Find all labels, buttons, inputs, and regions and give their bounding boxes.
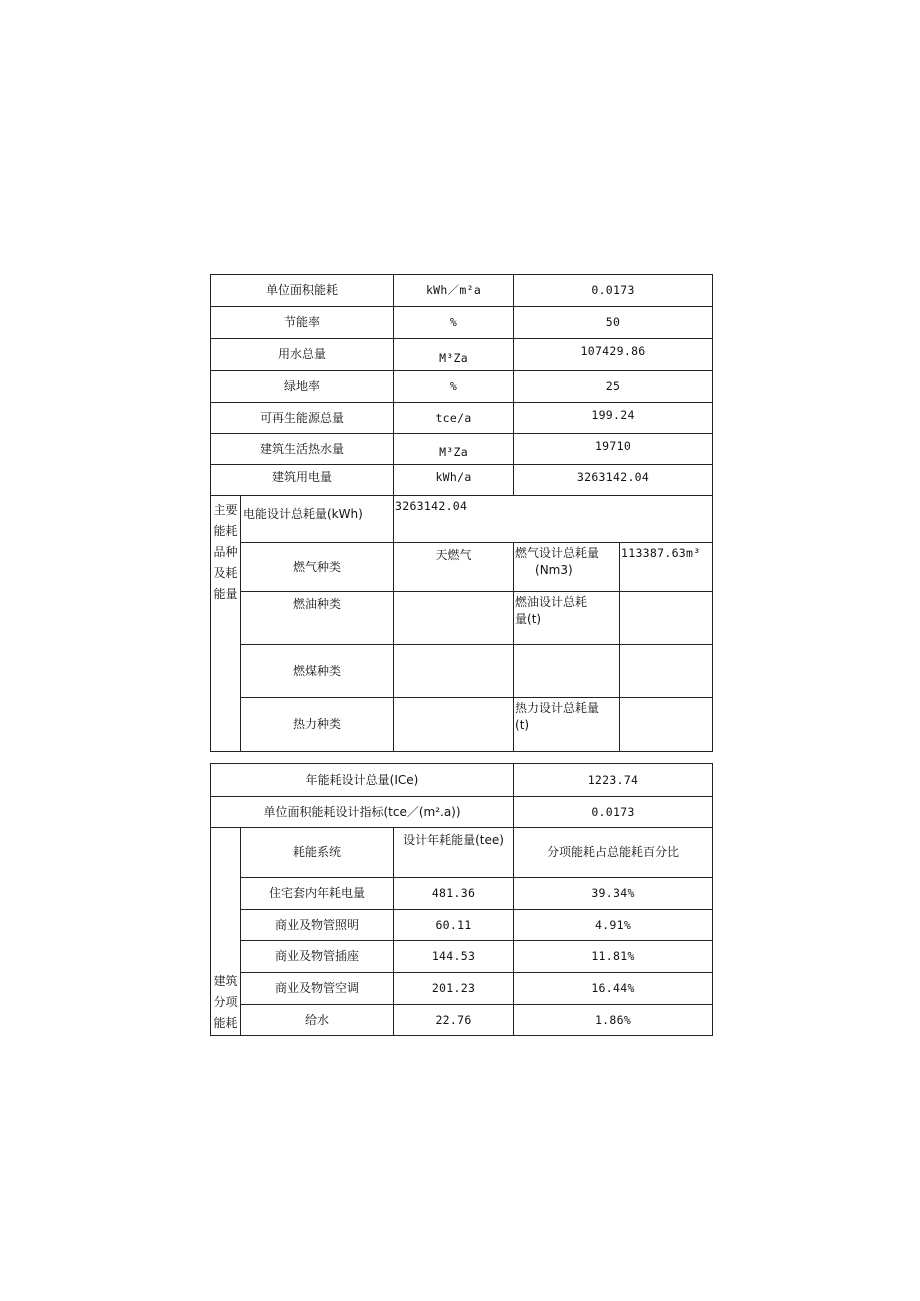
table-row: [211, 496, 713, 543]
energy-breakdown-table: [210, 763, 713, 1036]
table-row: [211, 645, 713, 698]
heat-type-value: [394, 698, 514, 752]
table-row: [211, 910, 713, 941]
side-label-line: 及耗: [213, 566, 238, 580]
table-row: [211, 592, 713, 645]
heat-total-label-line: 热力设计总耗量: [515, 701, 600, 715]
table-row: [211, 543, 713, 592]
oil-total-label-line: 燃油设计总耗: [515, 595, 588, 609]
gas-total-label-line: 燃气设计总耗量: [515, 546, 600, 560]
gas-total-value: 113387.63m³: [620, 543, 713, 592]
system-percent: 16.44%: [514, 973, 713, 1005]
system-percent: 39.34%: [514, 878, 713, 910]
row-unit: kWh/a: [394, 465, 514, 496]
table-header-row: [211, 828, 713, 878]
side-label-line: 能耗: [213, 1016, 238, 1030]
heat-total-label-line: (t): [515, 718, 530, 732]
oil-total-value: [620, 592, 713, 645]
system-name: 商业及物管插座: [241, 941, 394, 973]
table-row: [211, 275, 713, 307]
row-value: 107429.86: [514, 339, 713, 371]
row-label: 建筑生活热水量: [211, 434, 394, 465]
side-label-line: 建筑: [213, 974, 238, 988]
heat-total-label: [514, 698, 620, 752]
system-energy: 144.53: [394, 941, 514, 973]
heat-total-value: [620, 698, 713, 752]
table-row: [211, 764, 713, 797]
gas-type-label: 燃气种类: [241, 543, 394, 592]
table-row: [211, 307, 713, 339]
system-name: 商业及物管空调: [241, 973, 394, 1005]
gas-total-label: [514, 543, 620, 592]
coal-total-value: [620, 645, 713, 698]
system-energy: 201.23: [394, 973, 514, 1005]
side-label-line: 品种: [213, 545, 238, 559]
area-index-value: 0.0173: [514, 797, 713, 828]
coal-total-label: [514, 645, 620, 698]
table-row: [211, 403, 713, 434]
system-energy: 481.36: [394, 878, 514, 910]
annual-total-label: 年能耗设计总量(ICe): [211, 764, 514, 797]
table-row: [211, 941, 713, 973]
row-value: 0.0173: [514, 275, 713, 307]
row-value: 199.24: [514, 403, 713, 434]
row-unit: kWh／m²a: [394, 275, 514, 307]
side-label-line: 能量: [213, 587, 238, 601]
heat-type-label: 热力种类: [241, 698, 394, 752]
row-value: 19710: [514, 434, 713, 465]
row-label: 节能率: [211, 307, 394, 339]
table-row: [211, 797, 713, 828]
row-unit: %: [394, 371, 514, 403]
table-row: [211, 1005, 713, 1036]
table-row: [211, 973, 713, 1005]
oil-type-value: [394, 592, 514, 645]
header-system: 耗能系统: [241, 828, 394, 878]
oil-total-label: [514, 592, 620, 645]
row-unit: M³Za: [394, 339, 514, 371]
oil-type-label: 燃油种类: [241, 592, 394, 645]
system-energy: 22.76: [394, 1005, 514, 1036]
breakdown-side-label: [211, 828, 241, 1036]
row-label: 可再生能源总量: [211, 403, 394, 434]
coal-type-value: [394, 645, 514, 698]
system-percent: 11.81%: [514, 941, 713, 973]
table-row: [211, 878, 713, 910]
energy-summary-table: [210, 274, 713, 752]
side-label-line: 分项: [213, 995, 238, 1009]
system-percent: 4.91%: [514, 910, 713, 941]
header-energy: 设计年耗能量(tee): [394, 828, 514, 878]
table-row: [211, 371, 713, 403]
table-row: [211, 339, 713, 371]
oil-total-label-line: 量(t): [515, 612, 542, 626]
electric-total-value: 3263142.04: [394, 496, 713, 543]
side-label-line: 能耗: [213, 524, 238, 538]
system-name: 商业及物管照明: [241, 910, 394, 941]
electric-total-label: 电能设计总耗量(kWh): [241, 496, 394, 543]
energy-types-side-label: [211, 496, 241, 752]
system-name: 给水: [241, 1005, 394, 1036]
row-label: 建筑用电量: [211, 465, 394, 496]
row-value: 25: [514, 371, 713, 403]
row-unit: %: [394, 307, 514, 339]
system-percent: 1.86%: [514, 1005, 713, 1036]
gas-type-value: 天燃气: [394, 543, 514, 592]
row-value: 50: [514, 307, 713, 339]
table-row: [211, 465, 713, 496]
gas-total-label-line: (Nm3): [535, 563, 573, 577]
coal-type-label: 燃煤种类: [241, 645, 394, 698]
row-unit: tce/a: [394, 403, 514, 434]
system-name: 住宅套内年耗电量: [241, 878, 394, 910]
row-label: 用水总量: [211, 339, 394, 371]
table-row: [211, 434, 713, 465]
row-unit: M³Za: [394, 434, 514, 465]
system-energy: 60.11: [394, 910, 514, 941]
row-label: 绿地率: [211, 371, 394, 403]
row-label: 单位面积能耗: [211, 275, 394, 307]
table-row: [211, 698, 713, 752]
header-percent: 分项能耗占总能耗百分比: [514, 828, 713, 878]
annual-total-value: 1223.74: [514, 764, 713, 797]
area-index-label: 单位面积能耗设计指标(tce／(m².a)): [211, 797, 514, 828]
side-label-line: 主要: [213, 503, 238, 517]
row-value: 3263142.04: [514, 465, 713, 496]
